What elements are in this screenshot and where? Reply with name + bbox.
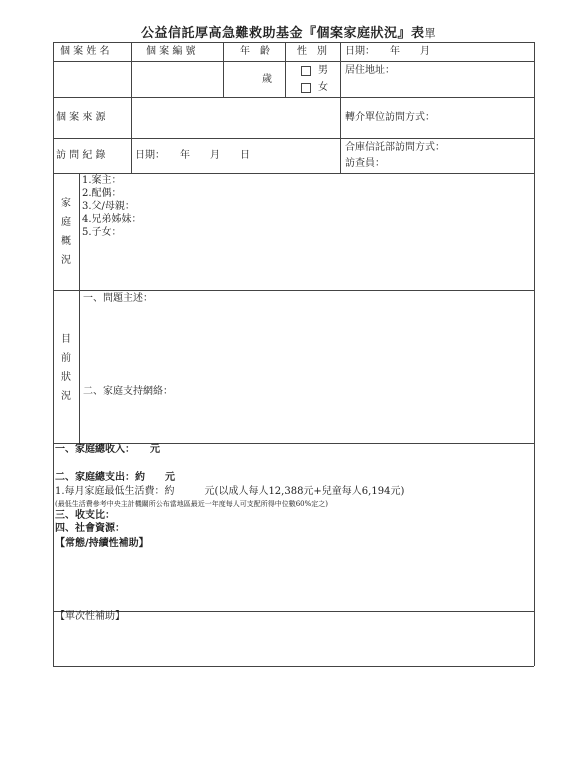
table-border-right bbox=[534, 42, 535, 666]
social-resources: 四、社會資源： bbox=[55, 523, 125, 534]
header-date: 日期： 年 月 bbox=[345, 46, 430, 57]
onetime-assistance-label: 【單次性補助】 bbox=[55, 611, 125, 622]
family-item: 5.子女： bbox=[82, 227, 122, 238]
table-rule bbox=[285, 42, 286, 97]
male-label: 男 bbox=[318, 65, 328, 76]
income-expense-ratio: 三、收支比： bbox=[55, 510, 115, 521]
family-item: 1.案主： bbox=[82, 175, 122, 186]
table-rule bbox=[131, 138, 132, 173]
header-name: 個 案 姓 名 bbox=[60, 46, 110, 57]
total-income: 一、家庭總收入： 元 bbox=[55, 444, 160, 455]
header-age: 年 齡 bbox=[240, 46, 270, 57]
visitor-label: 訪查員： bbox=[345, 158, 385, 169]
visit-method-label: 合庫信託部訪問方式： bbox=[345, 142, 445, 153]
support-network-label: 二、家庭支持網絡： bbox=[83, 386, 173, 397]
table-border-left bbox=[53, 42, 54, 666]
table-rule bbox=[53, 138, 534, 139]
female-label: 女 bbox=[318, 82, 328, 93]
address-label: 居住地址： bbox=[345, 65, 395, 76]
table-rule bbox=[340, 42, 341, 173]
regular-assistance-label: 【常態/持續性補助】 bbox=[55, 538, 149, 549]
table-border-top bbox=[53, 42, 534, 43]
family-item: 2.配偶： bbox=[82, 188, 122, 199]
referral-method-label: 轉介單位訪問方式： bbox=[345, 112, 435, 123]
form-title-main: 公益信託厚高急難救助基金『個案家庭狀況』表 bbox=[140, 26, 425, 41]
living-cost: 1.每月家庭最低生活費：約 元(以成人每人12,388元+兒童每人6,194元) bbox=[55, 486, 405, 497]
table-rule bbox=[53, 173, 534, 174]
total-expense: 二、家庭總支出：約 元 bbox=[55, 472, 175, 483]
male-checkbox[interactable] bbox=[301, 66, 311, 76]
table-rule bbox=[223, 42, 224, 97]
visit-label: 訪 問 紀 錄 bbox=[56, 150, 106, 161]
table-rule bbox=[131, 42, 132, 138]
family-item: 3.父/母親： bbox=[82, 201, 135, 212]
form-title bbox=[0, 22, 577, 41]
visit-date: 日期： 年 月 日 bbox=[135, 150, 250, 161]
family-item: 4.兄弟姊妹： bbox=[82, 214, 142, 225]
current-section-label: 目前狀況 bbox=[61, 334, 71, 402]
table-rule bbox=[79, 173, 80, 443]
problem-statement-label: 一、問題主述： bbox=[83, 293, 153, 304]
form-title-suffix: 單 bbox=[424, 27, 436, 40]
header-gender: 性 別 bbox=[297, 46, 327, 57]
age-unit: 歲 bbox=[262, 74, 272, 85]
table-rule bbox=[53, 611, 534, 612]
table-rule bbox=[53, 61, 534, 62]
table-rule bbox=[53, 97, 534, 98]
living-cost-note: (最低生活費參考中央主計機關所公布當地區最近一年度每人可支配所得中位數60%定之) bbox=[55, 500, 329, 508]
source-label: 個 案 來 源 bbox=[56, 112, 106, 123]
table-border-bottom bbox=[53, 666, 534, 667]
header-case-number: 個 案 編 號 bbox=[146, 46, 196, 57]
female-checkbox[interactable] bbox=[301, 83, 311, 93]
table-rule bbox=[53, 290, 534, 291]
family-section-label: 家庭概況 bbox=[61, 198, 71, 266]
